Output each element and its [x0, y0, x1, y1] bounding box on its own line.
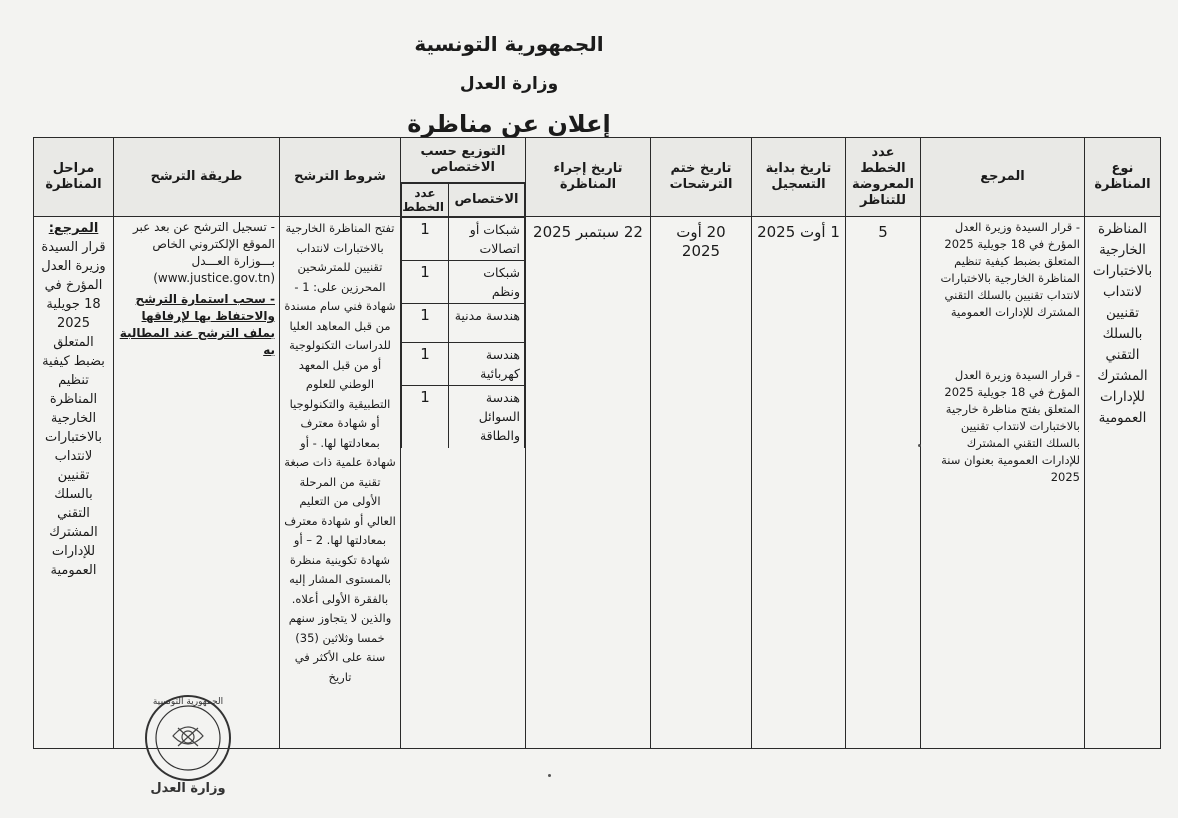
col-reg-start: تاريخ بداية التسجيل: [752, 138, 846, 217]
specialty-name: شبكات ونظم: [449, 261, 525, 304]
col-distribution-sub: [401, 183, 526, 217]
specialty-row: [402, 343, 525, 386]
col-specialty: الاختصاص: [449, 184, 525, 217]
col-reference: المرجع: [921, 138, 1085, 217]
specialty-row: [402, 386, 525, 449]
col-reg-end: تاريخ ختم الترشحات: [651, 138, 752, 217]
stages-label: المرجع:: [48, 221, 99, 236]
competition-table: [33, 137, 1161, 749]
scan-speck: [548, 774, 551, 777]
page-title: إعلان عن مناظرة: [407, 110, 611, 138]
col-count: عدد الخطط: [402, 184, 449, 217]
cell-method: [114, 217, 280, 749]
official-seal-icon: [133, 688, 243, 798]
method-online: - تسجيل الترشح عن بعد عبر الموقع الإلكتروني الخاص بـــوزارة العـــدل (www.justice.gov.tn): [132, 220, 275, 285]
specialty-count: 1: [402, 343, 449, 386]
republic-heading: الجمهورية التونسية: [414, 32, 604, 56]
cell-positions: 5: [846, 217, 921, 749]
specialty-count: 1: [402, 218, 449, 261]
specialty-count: 1: [402, 261, 449, 304]
cell-reg-end: 20 أوت 2025: [651, 217, 752, 749]
seal-bottom-text: وزارة العدل: [150, 781, 226, 796]
col-exam-date: تاريخ إجراء المناظرة: [526, 138, 651, 217]
specialty-count: 1: [402, 304, 449, 343]
cell-type: المناظرة الخارجية بالاختبارات لانتداب تقنيين بالسلك التقني المشترك للإدارات العمومية: [1085, 217, 1161, 749]
col-conditions: شروط الترشح: [280, 138, 401, 217]
reference-1: - قرار السيدة وزيرة العدل المؤرخ في 18 جويلية 2025 المتعلق بضبط كيفية تنظيم المناظرة الخارجية بالاختبارات لانتداب تقنيين بالسلك التقني المشترك للإدارات العمومية: [940, 220, 1080, 319]
col-positions: عدد الخطط المعروضة للتناظر: [846, 138, 921, 217]
method-form: - سحب استمارة الترشح والاحتفاظ بها لإرفاقها بملف الترشح عند المطالبة به: [119, 292, 275, 357]
col-method: طريقة الترشح: [114, 138, 280, 217]
specialty-name: هندسة كهربائية: [449, 343, 525, 386]
specialty-name: هندسة مدنية: [449, 304, 525, 343]
specialty-name: شبكات أو اتصالات: [449, 218, 525, 261]
col-stages: مراحل المناظرة: [34, 138, 114, 217]
cell-conditions: تفتح المناظرة الخارجية بالاختبارات لانتداب تقنيين للمترشحين المحرزين على: 1 - شهادة فني سام مسندة من قبل المعاهد العليا للدراسات التكنولوجية أو من قبل المعهد الوطني للعلوم التطبيقية والتكنولوجيا أو شهادة معترف بمعادلتها لها. - أو شهادة علمية ذات صبغة تقنية من المرحلة الأولى من التعليم العالي أو شهادة معترف بمعادلتها لها. 2 – أو شهادة تكوينية منظرة بالمستوى المشار إليه بالفقرة الأولى أعلاه. والذين لا يتجاوز سنهم خمسا وثلاثين (35) سنة على الأكثر في تاريخ: [280, 217, 401, 749]
stages-text: قرار السيدة وزيرة العدل المؤرخ في 18 جويلية 2025 المتعلق بضبط كيفية تنظيم المناظرة الخارجية بالاختبارات لانتداب تقنيين بالسلك التقني المشترك للإدارات العمومية: [41, 240, 106, 578]
cell-distribution: [401, 217, 526, 749]
specialty-row: [402, 218, 525, 261]
cell-exam-date: 22 سبتمبر 2025: [526, 217, 651, 749]
reference-2: - قرار السيدة وزيرة العدل المؤرخ في 18 جويلية 2025 المتعلق بفتح مناظرة خارجية بالاختبارات لانتداب تقنيين بالسلك التقني المشترك للإدارات العمومية بعنوان سنة 2025: [941, 368, 1080, 484]
cell-stages: [34, 217, 114, 749]
scan-speck: [918, 444, 921, 447]
specialty-row: [402, 304, 525, 343]
col-distribution: التوزيع حسب الاختصاص: [401, 138, 526, 183]
ministry-heading: وزارة العدل: [459, 74, 559, 94]
seal-top-text: الجمهورية التونسية: [152, 697, 224, 707]
col-type: نوع المناظرة: [1085, 138, 1161, 217]
specialty-count: 1: [402, 386, 449, 449]
cell-reference: [921, 217, 1085, 749]
specialty-name: هندسة السوائل والطاقة: [449, 386, 525, 449]
cell-reg-start: 1 أوت 2025: [752, 217, 846, 749]
specialty-row: [402, 261, 525, 304]
